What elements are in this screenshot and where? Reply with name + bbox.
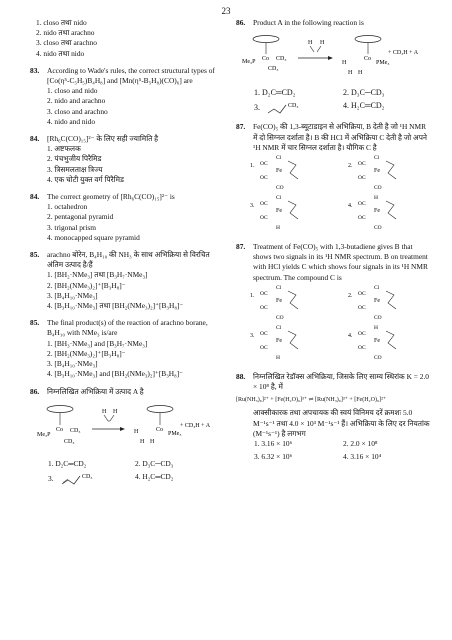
question-number: 87. — [236, 122, 246, 132]
atom-label: H — [358, 70, 363, 77]
ligand-label: OC — [358, 330, 366, 337]
ligand-label: OC — [260, 304, 268, 311]
ligand-label: OC — [260, 330, 268, 337]
metal-label: Co — [56, 426, 64, 433]
option: 4. monocapped square pyramid — [47, 232, 140, 242]
ligand-label: CD₃ — [64, 438, 75, 445]
metal-label: Fe — [276, 297, 282, 304]
option: 1. अष्टफलक — [47, 144, 81, 154]
option: 4. एक चोटी युक्त वर्ग पिरैमिड — [47, 174, 124, 184]
option: 3. closo and arachno — [47, 106, 108, 116]
option: 2. पंचभुजीय पिरैमिड — [47, 154, 102, 164]
ligand-label: CO — [374, 185, 382, 192]
question-85-hindi — [30, 250, 222, 311]
question-85-english — [30, 318, 222, 379]
question-text: Fe(CO)₅ की 1,3-ब्यूटाडाइन से अभिक्रिया, B देती है जो ¹H NMR में दो सिग्नल दर्शाता है। B की HCl में अभिक्रिया C देती है जो अपने ¹H NMR में चार सिग्नल दर्शाता है। यौगिक C है — [253, 122, 427, 152]
ligand-label: OC — [358, 201, 366, 208]
ligand-label: H — [374, 324, 378, 331]
ligand-label: OC — [260, 290, 268, 297]
option-3-structure — [60, 472, 104, 486]
question-number: 86. — [236, 18, 246, 27]
ligand-label: OC — [260, 215, 268, 222]
option: 2. [BH₂(NMe₃)₂]⁺[B₃H₈]⁻ — [47, 280, 126, 290]
question-text: निम्नलिखित अभिक्रिया में उत्पाद A है — [47, 386, 144, 396]
option: 2. D₃C─CD₃ — [343, 88, 385, 98]
question-number: 87. — [236, 242, 246, 252]
atom-label: H — [134, 428, 139, 435]
ligand-label: Cl — [276, 284, 282, 291]
ligand-label: H — [374, 195, 378, 202]
ligand-label: CD₃ — [276, 56, 287, 63]
question-number: 84. — [30, 134, 40, 144]
option: 4. H₂C═CD₂ — [135, 471, 174, 481]
option: 2. nido and arachno — [47, 96, 106, 106]
ligand-label: OC — [358, 161, 366, 168]
option-number: 3. — [250, 332, 255, 339]
option: 4. [B₃H₁₀·NMe₃] and [BH₂(NMe₃)₂]⁺[B₃H₈]⁻ — [47, 369, 184, 379]
metal-label: Co — [156, 426, 164, 433]
question-text: arachno बोरेन, B₄H₁₀ की NH₃ के साथ अभिक्रिया से विरचित अंतिम उत्पाद है/हैं — [47, 250, 210, 270]
ligand-label: OC — [358, 304, 366, 311]
atom-label: H — [342, 60, 347, 67]
question-text: आक्सीकारक तथा अपचायक की स्वयं विनिमय दरें क्रमशः 5.0 M⁻¹s⁻¹ तथा 4.0 × 10³ M⁻¹s⁻¹ हैं। अभिक्रिया के लिए दर नियतांक (M⁻¹s⁻¹) है लगभग — [253, 408, 430, 438]
question-87-hindi — [236, 122, 432, 235]
label: CD₃ — [81, 473, 92, 480]
ligand-label: OC — [358, 344, 366, 351]
question-86-english — [236, 18, 432, 115]
ligand-label: OC — [260, 161, 268, 168]
ligand-label: OC — [358, 215, 366, 222]
metal-label: Fe — [276, 168, 282, 175]
question-text: The correct geometry of [Rh₆C(CO)₁₅]²⁻ is — [47, 192, 175, 202]
option-number: 4. — [348, 332, 353, 339]
atom-label: H — [320, 40, 325, 47]
reaction-scheme — [236, 30, 432, 86]
page-number: 23 — [221, 6, 231, 16]
question-86-hindi — [30, 387, 222, 486]
option: 3. [B₄H₁₀·NMe₃] — [47, 359, 98, 369]
atom-label: H — [308, 40, 313, 47]
option: 1. 3.16 × 10⁶ — [254, 439, 293, 449]
option: 3. 6.32 × 10⁶ — [254, 452, 293, 462]
option: 4. nido तथा nido — [36, 48, 85, 58]
ligand-label: Cl — [374, 155, 380, 162]
ligand-label: H — [276, 225, 280, 232]
ligand-label: CD₃ — [70, 427, 81, 434]
question-text: Treatment of Fe(CO)₅ with 1,3-butadiene gives B that shows two signals in its ¹H NMR spectrum. B on treatment with HCl yields C which shows four signals in its ¹H NMR spectrum. The compound C is — [253, 242, 428, 282]
q86-options — [254, 88, 432, 115]
option-number: 2. — [348, 292, 353, 299]
ligand-label: CO — [276, 314, 284, 321]
metal-label: Co — [364, 56, 372, 63]
question-number: 88. — [236, 371, 246, 381]
arrow-head — [120, 427, 125, 431]
metal-label: Fe — [374, 208, 380, 215]
ligand-label: OC — [358, 290, 366, 297]
option: 1. D₂C═CD₂ — [48, 458, 87, 468]
option-number: 3. — [250, 203, 255, 210]
question-text: [Rh₆C(CO)₁₅]²⁻ के लिए सही ज्यामिति है — [47, 134, 159, 144]
option-number: 1. — [250, 292, 255, 299]
question-88-hindi — [236, 372, 432, 463]
option: 1. [BH₂·NMe₃] तथा [B₃H₇·NMe₃] — [47, 270, 148, 280]
option: 2. 2.0 × 10⁸ — [343, 439, 378, 449]
ligand-label: CO — [276, 185, 284, 192]
left-column — [30, 18, 222, 493]
atom-label: H — [140, 438, 145, 445]
option: 4. nido and nido — [47, 116, 96, 126]
question-number: 83. — [30, 65, 40, 75]
option: 2. nido तथा arachno — [36, 28, 95, 38]
option: 2. pentagonal pyramid — [47, 212, 114, 222]
option: 1. closo तथा nido — [36, 18, 87, 27]
redox-equation: [Ru(NH₃)₆]²⁺ + [Fe(H₂O)₆]³⁺ ⇌ [Ru(NH₃)₆]³⁺ + [Fe(H₂O)₆]²⁺ — [236, 397, 387, 404]
question-83 — [30, 66, 222, 127]
ligand-label: Cl — [276, 195, 282, 202]
question-number: 85. — [30, 250, 40, 260]
option: 3. trigonal prism — [47, 222, 97, 232]
option: 4. 3.16 × 10⁴ — [343, 452, 382, 462]
ligand-label: OC — [358, 175, 366, 182]
option: 2. D₃C─CD₃ — [135, 458, 174, 468]
atom-label: H — [348, 70, 353, 77]
ligand-label: CO — [374, 225, 382, 232]
ligand-label: Cl — [276, 324, 282, 331]
atom-label: H — [150, 438, 155, 445]
q82-options — [36, 18, 222, 59]
ligand-label: PMe₃ — [376, 60, 390, 67]
option: 3. [B₄H₁₀·NMe₃] — [47, 290, 98, 300]
fe-complex-options-hindi — [236, 155, 432, 235]
option: 2. [BH₂(NMe₃)₂]⁺[B₃H₈]⁻ — [47, 348, 126, 358]
ligand-label: CO — [374, 354, 382, 361]
reagent-label: Me₃P — [242, 59, 256, 66]
question-87-english — [236, 242, 432, 365]
option: 4. H₂C═CD₂ — [343, 101, 385, 111]
reagent-label: Me₃P — [37, 431, 51, 438]
ligand-label: CD₃ — [268, 66, 279, 73]
question-text: निम्नलिखित रेडॉक्स अभिक्रिया, जिसके लिए साम्य स्थिरांक K = 2.0 × 10⁸ है, में — [253, 371, 430, 392]
reaction-scheme — [30, 399, 220, 457]
atom-label: H — [113, 408, 118, 415]
byproduct-label: + CD₃H + A — [388, 50, 419, 57]
ligand-label: CO — [374, 314, 382, 321]
label: CD₃ — [288, 103, 299, 110]
ligand-label: Cl — [374, 284, 380, 291]
option: 3. closo तथा arachno — [36, 38, 97, 48]
option-number: 4. — [348, 203, 353, 210]
option: 3. — [48, 473, 54, 483]
option-number: 2. — [348, 163, 353, 170]
question-text: Product A in the following reaction is — [253, 18, 364, 27]
cyclopentadienyl-ring — [47, 405, 73, 412]
metal-label: Fe — [374, 297, 380, 304]
question-number: 84. — [30, 192, 40, 202]
metal-label: Fe — [374, 337, 380, 344]
fe-complex-options — [236, 285, 432, 365]
metal-label: Co — [262, 56, 270, 63]
option: 4. [B₃H₁₀·NMe₃] तथा [BH₂(NMe₃)₂]⁺[B₃H₈]⁻ — [47, 301, 184, 311]
metal-label: Fe — [374, 168, 380, 175]
option: 1. closo and nido — [47, 86, 98, 96]
option-3-structure — [266, 101, 310, 115]
byproduct-label: + CD₃H + A — [180, 422, 211, 429]
question-text: According to Wade's rules, the correct structural types of [Co(η⁵-C₅H₅)B₄H₈] and [Mn(η⁵-B₅H₈)(CO)₆] are — [47, 65, 215, 86]
question-text: The final product(s) of the reaction of arachno borane, B₄H₁₀ with NMe₃ is/are — [47, 318, 208, 338]
option: 3. त्रिसमलताक्ष त्रिज्य — [47, 164, 103, 174]
option: 1. [BH₃·NMe₃] and [B₃H₇·NMe₃] — [47, 338, 148, 348]
ligand-label: Cl — [276, 155, 282, 162]
q86-options-hindi — [48, 459, 222, 486]
question-number: 86. — [30, 386, 40, 396]
question-number: 85. — [30, 318, 40, 328]
atom-label: H — [102, 408, 107, 415]
option: 1. octahedron — [47, 202, 88, 212]
ligand-label: OC — [260, 175, 268, 182]
cyclopentadienyl-ring — [147, 405, 173, 412]
ligand-label: PMe₃ — [168, 430, 182, 437]
option-number: 1. — [250, 163, 255, 170]
ligand-label: H — [276, 354, 280, 361]
option: 1. D₂C═CD₂ — [254, 88, 296, 98]
q88-options — [254, 439, 432, 462]
ligand-label: OC — [260, 201, 268, 208]
ligand-label: OC — [260, 344, 268, 351]
metal-label: Fe — [276, 208, 282, 215]
option: 3. — [254, 103, 260, 113]
metal-label: Fe — [276, 337, 282, 344]
right-column — [236, 18, 432, 469]
question-84-hindi — [30, 134, 222, 185]
question-84-english — [30, 192, 222, 243]
